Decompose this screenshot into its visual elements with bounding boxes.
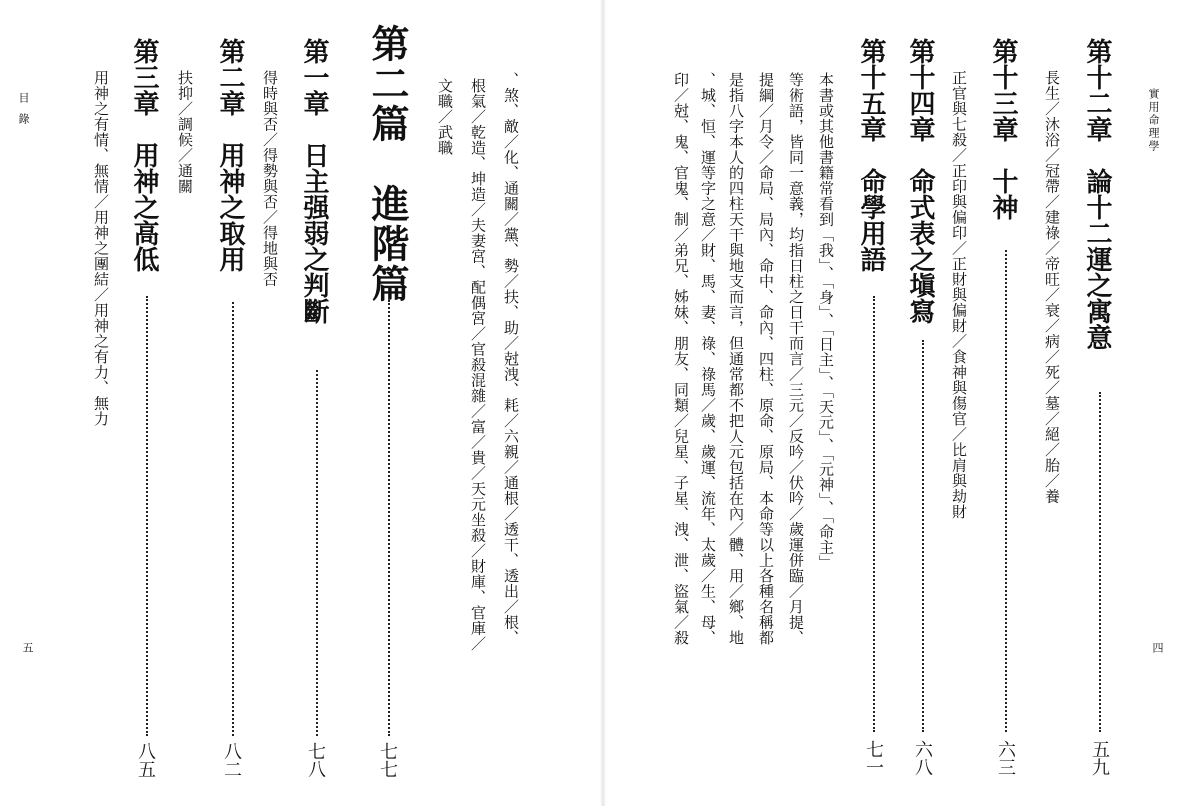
toc-leader [388, 300, 390, 736]
left-page-number: 五 [21, 642, 34, 653]
toc-chapter-3-page: 八五 [135, 742, 156, 778]
toc-chapter-1-title[interactable]: 第一章 日主强弱之判斷 [299, 38, 329, 324]
toc-chapter-2-topics: 扶抑／調候／通關 [176, 70, 194, 194]
terms-continued-line-2: 根氣／乾造、坤造／夫妻宮、配偶宮／官殺混雜／富／貴／天元坐殺／財庫、官庫／ [469, 78, 487, 652]
ch15-text-line-6: 印／尅、鬼、官鬼、制／弟兄、姊妹、朋友、同類／兒星、子星、洩、泄、盜氣／殺 [672, 72, 690, 646]
toc-leader [146, 296, 148, 736]
toc-leader [1099, 392, 1101, 732]
toc-leader [922, 340, 924, 732]
toc-chapter-13-topics: 正官與七殺／正印與偏印／正財與偏財／食神與傷官／比肩與劫財 [950, 70, 968, 520]
right-page-number: 四 [1151, 642, 1164, 653]
toc-chapter-13-page: 六三 [995, 740, 1016, 776]
toc-chapter-13-title[interactable]: 第十三章 十神 [988, 38, 1018, 220]
ch15-text-line-1: 本書或其他書籍常看到「我」、「身」、「日主」、「天元」、「元神」、「命主」 [817, 72, 835, 571]
toc-leader [316, 370, 318, 736]
toc-chapter-12-topics: 長生／沐浴／冠帶／建祿／帝旺／衰／病／死／墓／絕／胎／養 [1043, 70, 1061, 504]
terms-continued-line-3: 文職／武職 [436, 78, 454, 156]
ch15-text-line-4: 是指八字本人的四柱天干與地支而言，但通常都不把人元包括在內／體、用／鄉、地 [727, 72, 745, 646]
toc-chapter-1-page: 七八 [305, 742, 326, 778]
toc-leader [1005, 250, 1007, 732]
toc-chapter-3-topics: 用神之有情、無情／用神之團結／用神之有力、無力 [92, 70, 110, 427]
left-running-head: 目錄 [17, 92, 30, 134]
ch15-text-line-2: 等術語，皆同一意義，均指日柱之日干而言／三元／反吟／伏吟／歲運併臨／月提、 [787, 72, 805, 646]
toc-chapter-2-page: 八二 [221, 742, 242, 778]
ch15-text-line-3: 提綱／月令／命局、局內、命中、命內、四柱、原命、原局、本命等以上各種名稱都 [757, 72, 775, 646]
toc-chapter-12-title[interactable]: 第十二章 論十二運之寓意 [1082, 38, 1112, 350]
toc-chapter-12-page: 五九 [1089, 740, 1110, 776]
toc-chapter-3-title[interactable]: 第三章 用神之高低 [129, 38, 159, 272]
toc-part-2-page: 七七 [377, 742, 398, 778]
toc-leader [873, 296, 875, 732]
toc-leader [232, 302, 234, 736]
book-gutter [600, 0, 606, 806]
toc-chapter-15-title[interactable]: 第十五章 命學用語 [856, 38, 886, 272]
toc-chapter-14-title[interactable]: 第十四章 命式表之塡寫 [905, 38, 935, 324]
ch15-text-line-5: 、城、恒、運等字之意／財、馬、妻、祿、祿馬／歲、歲運、流年、太歲／生、母、 [699, 72, 717, 646]
toc-chapter-1-topics: 得時與否／得勢與否／得地與否 [261, 70, 279, 287]
toc-chapter-15-page: 七一 [863, 740, 884, 776]
right-running-head: 實用命理學 [1147, 88, 1160, 153]
toc-part-2-title[interactable]: 第二篇 進階篇 [365, 24, 409, 304]
terms-continued-line-1: 、煞、敵／化、通關／黨、勢／扶、助／尅洩、耗／六親／通根／透干、透出／根、 [502, 72, 520, 646]
toc-chapter-2-title[interactable]: 第二章 用神之取用 [215, 38, 245, 272]
toc-chapter-14-page: 六八 [912, 740, 933, 776]
